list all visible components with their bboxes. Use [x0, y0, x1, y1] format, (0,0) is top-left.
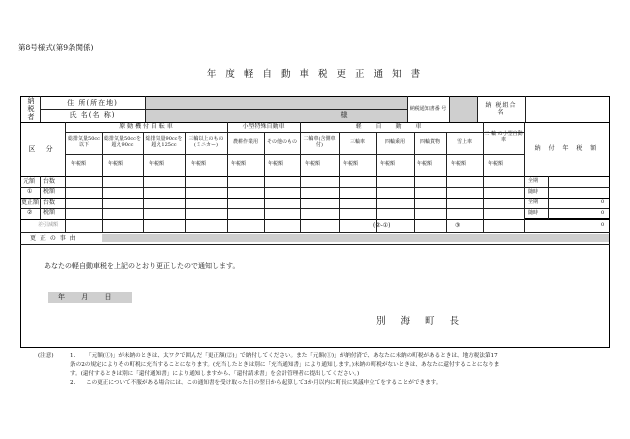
full-period-label: 全期	[528, 199, 539, 205]
count-label: 台数	[43, 178, 56, 185]
col-agricultural: 農耕作業用	[232, 139, 258, 146]
notes-label: (注意)	[38, 353, 54, 359]
group-motorized-bicycle: 原 動 機 付 自 転 車	[119, 122, 173, 130]
anytime-label: 随時	[528, 210, 539, 216]
honorific: 様	[340, 111, 348, 120]
col-90cc: 総排気量50ccを超え90cc	[104, 136, 141, 148]
rate-label: 年税額	[343, 161, 359, 167]
note-2-line-1: この更正について不服がある場合には、この通知書を受け取った日の翌日から起算して3か月以内に町長に異議申立てをすることができます。	[86, 380, 442, 386]
taxpayer-label: 納税者	[27, 97, 36, 121]
note-1-line-1: 「元額(①)」が未納のときは、太ワクで囲んだ「更正額(②)」で納付してください。また「元額(①)」が納付済で、あなたに未納の町税があるときは、地方税法第17	[86, 353, 498, 359]
col-snowmobile: 雪上車	[456, 139, 472, 146]
col-four-passenger: 四輪乗用	[384, 139, 405, 146]
rate-label: 年税額	[417, 161, 433, 167]
reason-label: 更 正 の 事 由	[30, 235, 77, 242]
col-four-cargo: 四輪貨物	[419, 139, 440, 146]
rate-label: 年税額	[488, 161, 504, 167]
name-label: 氏 名(名 称)	[69, 111, 116, 120]
full-period-value: 0	[601, 199, 605, 205]
rate-label: 年税額	[305, 161, 321, 167]
page-title: 年 度 軽 自 動 車 税 更 正 通 知 書	[206, 69, 424, 80]
col-50cc: 総排気量50cc以下	[68, 136, 100, 148]
difference-value: 0	[601, 222, 605, 228]
col-two-wheel: 二輪車(含側車付)	[303, 136, 336, 148]
union-label: 納 税組合名	[485, 101, 517, 116]
rate-label: 年税額	[380, 161, 396, 167]
col-other: その他のもの	[266, 139, 297, 146]
difference-index: ③	[455, 222, 461, 229]
row-corrected-index: ②	[27, 209, 33, 216]
count-label: 台数	[43, 199, 56, 206]
difference-label: 差引減額	[38, 222, 59, 228]
group-two-wheel-small: 二 輪 の小型自動車	[484, 131, 523, 143]
col-three-wheel: 三輪車	[349, 139, 365, 146]
row-corrected-label: 更正額	[21, 199, 40, 206]
mayor-signature: 別 海 町 長	[376, 316, 466, 327]
anytime-value: 0	[601, 210, 605, 216]
col-125cc: 総排気量90ccを超え125cc	[145, 136, 183, 148]
col-minicar: 三輪以上のもの(ミニカー)	[188, 136, 224, 148]
category-label: 区 分	[28, 145, 57, 154]
note-1-line-2: 条の2の規定によりその町税に充当することになります。(充当したときは別に「充当通知書」により通知します。)未納の町税がないときは、あなたに還付することになりま	[70, 362, 500, 368]
note-1-number: 1.	[70, 353, 76, 359]
rate-label: 年税額	[268, 161, 284, 167]
anytime-label: 随時	[528, 189, 539, 195]
tax-label: 税額	[43, 188, 56, 195]
row-original-label: 元額	[23, 178, 36, 185]
rate-label: 年税額	[231, 161, 247, 167]
address-label: 住 所(所在地)	[67, 98, 118, 107]
rate-label: 年税額	[451, 161, 467, 167]
rate-label: 年税額	[149, 161, 165, 167]
notice-number-label: 納税通知書番 号	[409, 105, 447, 112]
note-1-line-3: す。(還付するときは別に「還付通知書」により通知しますから、「還付請求書」を会計管理者に提出してください。)	[70, 371, 360, 377]
full-period-label: 全期	[528, 178, 539, 184]
rate-label: 年税額	[108, 161, 124, 167]
tax-amount-label: 納 付 年 税 額	[534, 145, 600, 153]
group-small-special: 小型特殊自動車	[242, 122, 285, 130]
note-2-number: 2.	[70, 380, 76, 386]
form-number: 第8号様式(第9条関係)	[18, 43, 94, 52]
date-label: 年 月 日	[58, 293, 112, 301]
difference-formula: (②-①)	[373, 222, 391, 229]
rate-label: 年税額	[191, 161, 207, 167]
notification-message: あなたの軽自動車税を上記のとおり更正したので通知します。	[44, 262, 240, 270]
tax-label: 税額	[43, 209, 56, 216]
row-original-index: ①	[27, 188, 33, 195]
group-light-vehicle: 軽 自 動 車	[355, 122, 428, 130]
rate-label: 年税額	[71, 161, 87, 167]
